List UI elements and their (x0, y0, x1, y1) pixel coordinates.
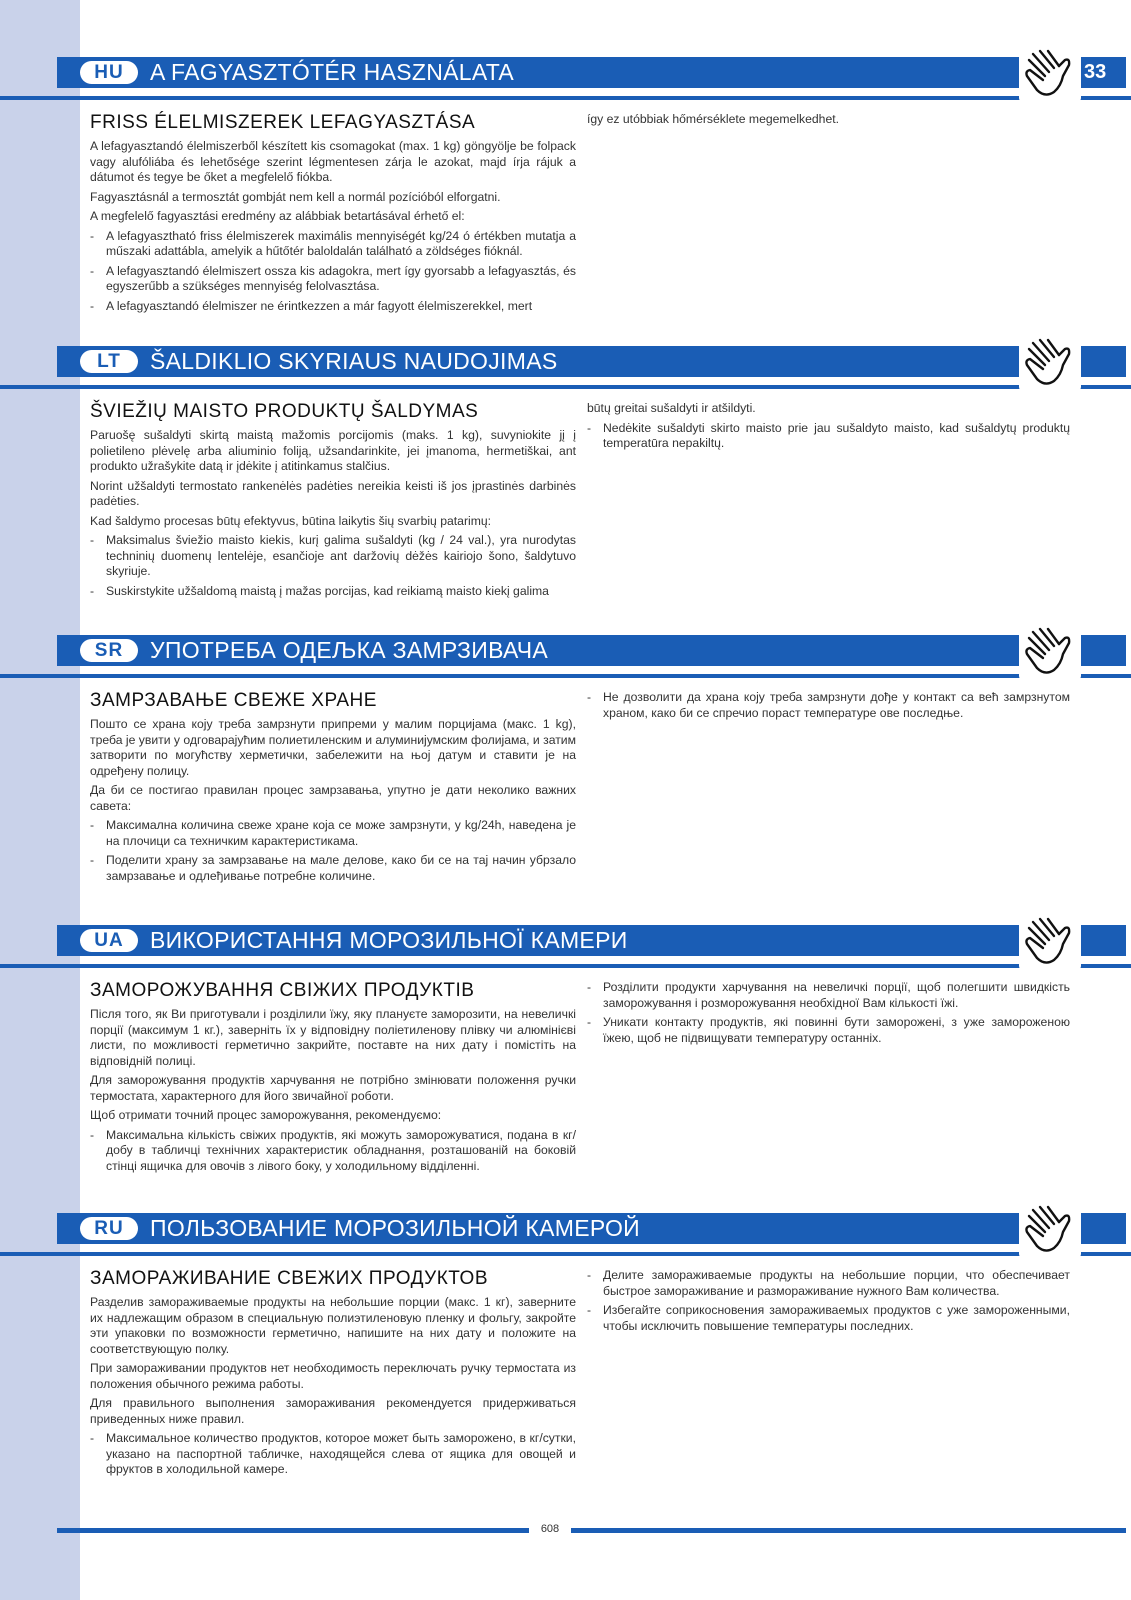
footer-rule-right (571, 1528, 1126, 1533)
list-item: - Максимальное количество продуктов, которое может быть заморожено, в кг/сутки, указано на паспортной табличке, находящейся слева от ящика для овощей и фруктов в холодильной камере. (90, 1431, 576, 1478)
bullet-list (587, 1268, 1070, 1334)
language-badge: HU (80, 61, 138, 84)
hand-icon (1021, 1202, 1079, 1256)
right-column (587, 401, 1070, 456)
language-badge: SR (80, 639, 138, 662)
subsection-title: ЗАМОРАЖИВАНИЕ СВЕЖИХ ПРОДУКТОВ (90, 1268, 488, 1289)
section-title: ПОЛЬЗОВАНИЕ МОРОЗИЛЬНОЙ КАМЕРОЙ (150, 1215, 641, 1241)
footer-rule-left (57, 1528, 529, 1533)
paragraph: При замораживании продуктов нет необходимость переключать ручку термостата из положения обычного режима работы. (90, 1361, 576, 1391)
hand-icon (1021, 914, 1079, 968)
paragraph: Kad šaldymo procesas būtų efektyvus, būtina laikytis šių svarbių patarimų: (90, 513, 492, 528)
left-column (90, 401, 576, 603)
left-margin-strip (0, 0, 80, 1600)
section-rule (0, 385, 1131, 389)
subsection-title: FRISS ÉLELMISZEREK LEFAGYASZTÁSA (90, 112, 476, 133)
section-rule (0, 96, 1131, 100)
language-badge: LT (80, 350, 138, 373)
bullet-list (90, 1431, 576, 1478)
hand-icon-box (1019, 912, 1081, 970)
language-badge: RU (80, 1217, 138, 1240)
section-rule (0, 674, 1131, 678)
list-item: - Максимална количина свеже хране која се може замрзнути, у kg/24h, наведена је на плочици са техничким карактеристикама. (90, 818, 576, 849)
hand-icon (1021, 624, 1079, 678)
list-item: - Уникати контакту продуктів, які повинні бути заморожені, з уже замороженою їжею, щоб не підвищувати температуру останніх. (587, 1015, 1070, 1046)
paragraph: Да би се постигао правилан процес замрзавања, упутно је дати неколико важних савета: (90, 783, 576, 813)
paragraph: Paruošę sušaldyti skirtą maistą mažomis porcijomis (maks. 1 kg), suvyniokite jį į polietileno plėvelę arba aliuminio foliją, užsandarinkite, jei įmanoma, hermetiškai, ant produkto užrašykite datą ir įdėkite į atitinkamus stalčius. (90, 428, 576, 473)
bullet-list (90, 1128, 576, 1175)
list-item: - Розділити продукти харчування на невеличкі порції, щоб полегшити швидкість заморожування і розморожування необхідної Вам кількості їжі. (587, 980, 1070, 1011)
bullet-list (587, 690, 1070, 721)
paragraph: A megfelelő fagyasztási eredmény az alábbiak betartásával érhető el: (90, 209, 465, 223)
section-title: ŠALDIKLIO SKYRIAUS NAUDOJIMAS (150, 348, 558, 374)
list-item: - A lefagyasztandó élelmiszer ne érintkezzen a már fagyott élelmiszerekkel, mert (90, 299, 576, 315)
bullet-list (90, 229, 576, 315)
hand-icon-box (1019, 1200, 1081, 1258)
bullet-list (90, 533, 576, 599)
paragraph: Пошто се храна коју треба замрзнути припреми у малим порцијама (макс. 1 kg), треба је увити у одговарајућим полиетиленским и алуминијумским фолијама, и затим затворити по могућству херметички, забележити на њој датум и ставити је на одређену полицу. (90, 717, 576, 778)
right-column (587, 1268, 1070, 1338)
language-badge: UA (80, 929, 138, 952)
section-rule (0, 1252, 1131, 1256)
section-title: ВИКОРИСТАННЯ МОРОЗИЛЬНОЇ КАМЕРИ (150, 927, 628, 953)
paragraph: Щоб отримати точний процес заморожування, рекомендуємо: (90, 1108, 442, 1122)
left-column (90, 690, 576, 888)
list-item: - Не дозволити да храна коју треба замрзнути дође у контакт са већ замрзнутом храном, како би се спречио пораст температуре ове последње. (587, 690, 1070, 721)
paragraph: A lefagyasztandó élelmiszerből készített kis csomagokat (max. 1 kg) göngyölje be folpack vagy alufóliába és lehetősége szerint légmentesen zárja le azokat, majd írja rájuk a dátumot és tegye be őket a megfelelő fiókba. (90, 139, 576, 184)
bullet-list (587, 421, 1070, 452)
paragraph: Для заморожування продуктів харчування не потрібно змінювати положення ручки термостата, характерного для його звичайної роботи. (90, 1073, 576, 1103)
paragraph: Після того, як Ви приготували і розділили їжу, яку плануєте заморозити, на невеличкі порції (максимум 1 кг.), заверніть їх у відповідну поліетиленову плівку чи алюмінієві листи, по можливості герметично закрийте, поставте на них дату і помістіть на відповідній полиці. (90, 1007, 576, 1068)
left-column (90, 112, 576, 318)
paragraph: Для правильного выполнения замораживания рекомендуется придерживаться приведенных ниже правил. (90, 1396, 576, 1426)
list-item: - A lefagyasztható friss élelmiszerek maximális mennyiségét kg/24 ó értékben mutatja a műszaki adattábla, amelyik a hűtőtér baloldalán található a zöldséges fióknál. (90, 229, 576, 260)
left-column (90, 1268, 576, 1482)
subsection-title: ЗАМРЗАВАЊЕ СВЕЖЕ ХРАНЕ (90, 690, 377, 711)
hand-icon-box (1019, 622, 1081, 680)
bullet-list (587, 980, 1070, 1046)
paragraph: így ez utóbbiak hőmérséklete megemelkedhet. (587, 112, 840, 126)
section-title: A FAGYASZTÓTÉR HASZNÁLATA (150, 59, 515, 85)
bullet-list (90, 818, 576, 884)
list-item: - Делите замораживаемые продукты на небольшие порции, что обеспечивает быстрое замораживание и размораживание нужного Вам количества. (587, 1268, 1070, 1299)
section-title: УПОТРЕБА ОДЕЉКА ЗАМРЗИВАЧА (150, 637, 549, 663)
list-item: - A lefagyasztandó élelmiszert ossza kis adagokra, mert így gyorsabb a lefagyasztás, és egyszerűbb a szükséges mennyiség felolvasztása. (90, 264, 576, 295)
list-item: - Maksimalus šviežio maisto kiekis, kurį galima sušaldyti (kg / 24 val.), yra nurodytas techninių duomenų lentelėje, esančioje ant daržovių dėžės kairiojo šono, šaldytuvo skyriuje. (90, 533, 576, 580)
hand-icon (1021, 46, 1079, 100)
footer-code: 608 (540, 1523, 560, 1535)
hand-icon-box (1019, 333, 1081, 391)
list-item: - Nedėkite sušaldyti skirto maisto prie jau sušaldyto maisto, kad sušaldytų produktų temperatūra nepakiltų. (587, 421, 1070, 452)
list-item: - Suskirstykite užšaldomą maistą į mažas porcijas, kad reikiamą maisto kiekį galima (90, 584, 576, 600)
list-item: - Избегайте соприкосновения замораживаемых продуктов с уже замороженными, чтобы исключить повышение температуры последних. (587, 1303, 1070, 1334)
left-column (90, 980, 576, 1178)
paragraph: Fagyasztásnál a termosztát gombját nem kell a normál pozícióból elforgatni. (90, 189, 501, 204)
right-column (587, 980, 1070, 1050)
paragraph: Norint užšaldyti termostato rankenėlės padėties nereikia keisti iš jos įprastinės darbinės padėties. (90, 478, 576, 508)
list-item: - Поделити храну за замрзавање на мале делове, како би се на тај начин убрзало замрзавање и одлеђивање потребне количине. (90, 853, 576, 884)
paragraph: Разделив замораживаемые продукты на небольшие порции (макс. 1 кг), заверните их надлежащим образом в специальную полиэтиленовую пленку и фольгу, закройте эти упаковки по возможности герметично, напишите на них дату и положите на соответствующую полку. (90, 1295, 576, 1356)
page-number: 33 (1084, 61, 1107, 83)
right-column (587, 690, 1070, 725)
hand-icon-box (1019, 44, 1081, 102)
hand-icon (1021, 335, 1079, 389)
paragraph: būtų greitai sušaldyti ir atšildyti. (587, 401, 756, 415)
subsection-title: ŠVIEŽIŲ MAISTO PRODUKTŲ ŠALDYMAS (90, 401, 479, 422)
right-column (587, 112, 1070, 132)
section-rule (0, 964, 1131, 968)
list-item: - Максимальна кількість свіжих продуктів, які можуть заморожуватися, подана в кг/добу в табличці технічних характеристик обладнання, розташованій на боковій стінці ящичка для овочів з лівого боку, у холодильному відділенні. (90, 1128, 576, 1175)
subsection-title: ЗАМОРОЖУВАННЯ СВІЖИХ ПРОДУКТІВ (90, 980, 475, 1001)
